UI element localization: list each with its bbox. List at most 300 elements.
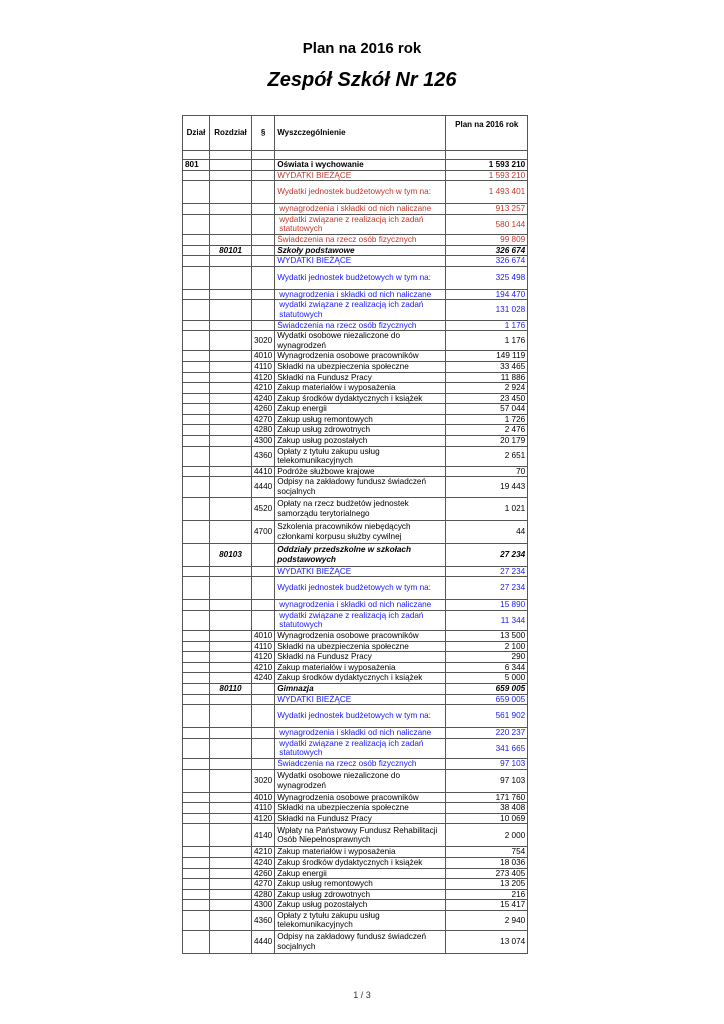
cell-dzial <box>183 931 210 954</box>
cell-dzial <box>183 404 210 415</box>
cell-kwota: 216 <box>446 889 528 900</box>
table-row <box>183 728 528 739</box>
cell-dzial <box>183 879 210 890</box>
cell-rozdzial <box>210 641 252 652</box>
cell-kwota: 2 940 <box>446 910 528 930</box>
cell-rozdzial <box>210 847 252 858</box>
cell-dzial <box>183 600 210 611</box>
cell-kwota: 70 <box>446 466 528 477</box>
cell-paragraf <box>252 600 275 611</box>
cell-paragraf: 4360 <box>252 910 275 930</box>
cell-opis: Wydatki osobowe niezaliczone do wynagrodzeń <box>275 769 446 792</box>
cell-rozdzial <box>210 792 252 803</box>
budget-table <box>182 115 528 954</box>
cell-paragraf: 4260 <box>252 404 275 415</box>
table-row <box>183 803 528 814</box>
cell-rozdzial: 80110 <box>210 683 252 694</box>
table-row <box>183 813 528 824</box>
cell-kwota: 15 890 <box>446 600 528 611</box>
cell-kwota: 341 665 <box>446 738 528 758</box>
cell-rozdzial <box>210 160 252 171</box>
institution-name: Zespół Szkół Nr 126 <box>267 69 457 91</box>
table-row <box>183 446 528 466</box>
cell-opis: Wynagrodzenia osobowe pracowników <box>275 631 446 642</box>
cell-rozdzial <box>210 289 252 300</box>
table-row <box>183 245 528 256</box>
cell-opis: Zakup energii <box>275 404 446 415</box>
table-row <box>183 847 528 858</box>
cell-kwota: 326 674 <box>446 245 528 256</box>
cell-dzial <box>183 300 210 320</box>
table-row <box>183 705 528 728</box>
table-row <box>183 520 528 543</box>
cell-dzial <box>183 868 210 879</box>
cell-dzial <box>183 245 210 256</box>
table-row <box>183 361 528 372</box>
cell-paragraf <box>252 320 275 331</box>
header-kwota: Plan na 2016 rok <box>446 116 528 151</box>
cell-paragraf <box>252 245 275 256</box>
table-row <box>183 181 528 204</box>
cell-paragraf <box>252 577 275 600</box>
cell-rozdzial <box>210 256 252 267</box>
cell-paragraf: 4010 <box>252 792 275 803</box>
cell-rozdzial <box>210 813 252 824</box>
cell-opis: Składki na Fundusz Pracy <box>275 652 446 663</box>
table-row <box>183 824 528 847</box>
cell-rozdzial <box>210 824 252 847</box>
cell-rozdzial <box>210 383 252 394</box>
cell-kwota: 13 205 <box>446 879 528 890</box>
cell-rozdzial <box>210 738 252 758</box>
cell-kwota: 273 405 <box>446 868 528 879</box>
cell-opis: Zakup środków dydaktycznych i książek <box>275 857 446 868</box>
cell-opis: Opłaty z tytułu zakupu usług telekomunikacyjnych <box>275 446 446 466</box>
cell-kwota: 131 028 <box>446 300 528 320</box>
cell-rozdzial <box>210 577 252 600</box>
cell-paragraf: 4270 <box>252 414 275 425</box>
cell-rozdzial <box>210 631 252 642</box>
cell-dzial <box>183 170 210 181</box>
cell-opis: Gimnazja <box>275 683 446 694</box>
table-row <box>183 673 528 684</box>
table-row <box>183 738 528 758</box>
cell-opis: Zakup usług remontowych <box>275 414 446 425</box>
cell-kwota: 325 498 <box>446 266 528 289</box>
cell-dzial <box>183 758 210 769</box>
cell-paragraf: 4520 <box>252 497 275 520</box>
cell-kwota: 19 443 <box>446 477 528 497</box>
cell-rozdzial <box>210 868 252 879</box>
cell-kwota: 194 470 <box>446 289 528 300</box>
cell-opis: Wydatki jednostek budżetowych w tym na: <box>275 705 446 728</box>
table-row <box>183 414 528 425</box>
cell-rozdzial <box>210 214 252 234</box>
cell-rozdzial <box>210 477 252 497</box>
header-dzial: Dział <box>183 116 210 151</box>
cell-kwota: 220 237 <box>446 728 528 739</box>
cell-rozdzial <box>210 566 252 577</box>
cell-opis: Zakup środków dydaktycznych i książek <box>275 673 446 684</box>
cell-opis: wydatki związane z realizacją ich zadań statutowych <box>275 300 446 320</box>
cell-opis: wynagrodzenia i składki od nich naliczane <box>275 289 446 300</box>
cell-paragraf <box>252 170 275 181</box>
table-row <box>183 204 528 215</box>
cell-dzial <box>183 610 210 630</box>
cell-paragraf: 4240 <box>252 673 275 684</box>
cell-dzial <box>183 577 210 600</box>
table-row <box>183 683 528 694</box>
cell-dzial <box>183 662 210 673</box>
cell-dzial <box>183 214 210 234</box>
table-row <box>183 300 528 320</box>
cell-rozdzial <box>210 393 252 404</box>
cell-rozdzial <box>210 266 252 289</box>
cell-opis: Składki na Fundusz Pracy <box>275 813 446 824</box>
table-row <box>183 879 528 890</box>
cell-dzial <box>183 792 210 803</box>
cell-rozdzial <box>210 331 252 351</box>
cell-rozdzial <box>210 694 252 705</box>
cell-kwota: 2 000 <box>446 824 528 847</box>
cell-kwota: 57 044 <box>446 404 528 415</box>
cell-kwota: 23 450 <box>446 393 528 404</box>
table-row <box>183 577 528 600</box>
cell-kwota: 38 408 <box>446 803 528 814</box>
table-row <box>183 857 528 868</box>
table-row <box>183 436 528 447</box>
cell-opis: WYDATKI BIEŻĄCE <box>275 566 446 577</box>
cell-paragraf <box>252 728 275 739</box>
cell-paragraf: 4210 <box>252 847 275 858</box>
cell-kwota <box>446 151 528 160</box>
cell-opis: Zakup usług zdrowotnych <box>275 425 446 436</box>
cell-dzial <box>183 266 210 289</box>
cell-opis: WYDATKI BIEŻĄCE <box>275 694 446 705</box>
cell-dzial <box>183 351 210 362</box>
cell-paragraf: 4120 <box>252 813 275 824</box>
table-row <box>183 383 528 394</box>
cell-paragraf <box>252 181 275 204</box>
table-row <box>183 372 528 383</box>
cell-kwota: 1 176 <box>446 331 528 351</box>
cell-paragraf: 4300 <box>252 900 275 911</box>
cell-rozdzial <box>210 466 252 477</box>
cell-kwota: 99 809 <box>446 234 528 245</box>
cell-opis: Wydatki jednostek budżetowych w tym na: <box>275 266 446 289</box>
cell-rozdzial <box>210 181 252 204</box>
table-row <box>183 170 528 181</box>
cell-opis: Składki na ubezpieczenia społeczne <box>275 361 446 372</box>
cell-opis: WYDATKI BIEŻĄCE <box>275 256 446 267</box>
cell-dzial <box>183 631 210 642</box>
cell-rozdzial: 80103 <box>210 543 252 566</box>
cell-rozdzial <box>210 879 252 890</box>
cell-dzial <box>183 393 210 404</box>
cell-opis: Wpłaty na Państwowy Fundusz Rehabilitacji Osób Niepełnosprawnych <box>275 824 446 847</box>
cell-kwota: 659 005 <box>446 683 528 694</box>
cell-paragraf <box>252 543 275 566</box>
page-number: 1 / 3 <box>353 990 371 1000</box>
table-row <box>183 266 528 289</box>
cell-kwota: 326 674 <box>446 256 528 267</box>
cell-opis: wydatki związane z realizacją ich zadań statutowych <box>275 610 446 630</box>
cell-opis: Zakup materiałów i wyposażenia <box>275 662 446 673</box>
cell-opis: wydatki związane z realizacją ich zadań statutowych <box>275 214 446 234</box>
cell-rozdzial <box>210 404 252 415</box>
cell-paragraf: 4360 <box>252 446 275 466</box>
cell-kwota: 18 036 <box>446 857 528 868</box>
cell-paragraf: 4440 <box>252 931 275 954</box>
cell-dzial <box>183 477 210 497</box>
cell-paragraf: 3020 <box>252 331 275 351</box>
cell-paragraf: 4240 <box>252 857 275 868</box>
cell-rozdzial <box>210 758 252 769</box>
cell-paragraf <box>252 738 275 758</box>
table-row <box>183 889 528 900</box>
cell-paragraf: 4110 <box>252 641 275 652</box>
cell-dzial <box>183 466 210 477</box>
cell-paragraf: 4010 <box>252 351 275 362</box>
cell-rozdzial <box>210 361 252 372</box>
cell-paragraf: 4110 <box>252 361 275 372</box>
cell-paragraf <box>252 566 275 577</box>
header-rozdzial: Rozdział <box>210 116 252 151</box>
cell-dzial <box>183 151 210 160</box>
cell-paragraf <box>252 151 275 160</box>
cell-kwota: 33 465 <box>446 361 528 372</box>
cell-rozdzial <box>210 600 252 611</box>
cell-paragraf: 4300 <box>252 436 275 447</box>
cell-rozdzial <box>210 204 252 215</box>
table-row <box>183 497 528 520</box>
table-row <box>183 160 528 171</box>
cell-dzial <box>183 320 210 331</box>
table-row <box>183 566 528 577</box>
cell-paragraf: 4120 <box>252 372 275 383</box>
cell-dzial <box>183 813 210 824</box>
cell-rozdzial <box>210 300 252 320</box>
header-opis: Wyszczególnienie <box>275 116 446 151</box>
cell-dzial <box>183 803 210 814</box>
cell-dzial <box>183 256 210 267</box>
cell-kwota: 2 100 <box>446 641 528 652</box>
cell-kwota: 27 234 <box>446 566 528 577</box>
table-row <box>183 610 528 630</box>
cell-kwota: 1 493 401 <box>446 181 528 204</box>
cell-opis: Składki na Fundusz Pracy <box>275 372 446 383</box>
cell-dzial <box>183 361 210 372</box>
cell-paragraf <box>252 694 275 705</box>
cell-opis: wydatki związane z realizacją ich zadań statutowych <box>275 738 446 758</box>
table-row <box>183 320 528 331</box>
cell-opis: Zakup usług zdrowotnych <box>275 889 446 900</box>
cell-kwota: 10 069 <box>446 813 528 824</box>
cell-kwota: 1 021 <box>446 497 528 520</box>
cell-paragraf: 4700 <box>252 520 275 543</box>
cell-dzial <box>183 641 210 652</box>
cell-kwota: 659 005 <box>446 694 528 705</box>
cell-kwota: 1 593 210 <box>446 170 528 181</box>
cell-kwota: 5 000 <box>446 673 528 684</box>
cell-kwota: 290 <box>446 652 528 663</box>
cell-opis: Zakup materiałów i wyposażenia <box>275 383 446 394</box>
cell-opis: Odpisy na zakładowy fundusz świadczeń socjalnych <box>275 931 446 954</box>
cell-paragraf: 4270 <box>252 879 275 890</box>
cell-kwota: 2 476 <box>446 425 528 436</box>
cell-opis: Zakup usług pozostałych <box>275 900 446 911</box>
cell-paragraf <box>252 610 275 630</box>
table-row <box>183 543 528 566</box>
table-row <box>183 900 528 911</box>
table-row <box>183 466 528 477</box>
cell-paragraf: 4260 <box>252 868 275 879</box>
cell-rozdzial <box>210 652 252 663</box>
cell-dzial <box>183 769 210 792</box>
table-row <box>183 151 528 160</box>
cell-paragraf <box>252 234 275 245</box>
cell-dzial <box>183 694 210 705</box>
cell-opis <box>275 151 446 160</box>
cell-opis: Opłaty z tytułu zakupu usług telekomunikacyjnych <box>275 910 446 930</box>
cell-rozdzial <box>210 372 252 383</box>
cell-dzial <box>183 497 210 520</box>
cell-rozdzial <box>210 497 252 520</box>
cell-dzial <box>183 705 210 728</box>
cell-dzial <box>183 425 210 436</box>
cell-rozdzial <box>210 900 252 911</box>
table-row <box>183 477 528 497</box>
table-row <box>183 425 528 436</box>
cell-kwota: 2 651 <box>446 446 528 466</box>
cell-rozdzial <box>210 520 252 543</box>
table-row <box>183 631 528 642</box>
cell-kwota: 1 726 <box>446 414 528 425</box>
cell-opis: Składki na ubezpieczenia społeczne <box>275 803 446 814</box>
cell-paragraf: 4410 <box>252 466 275 477</box>
cell-rozdzial <box>210 436 252 447</box>
cell-paragraf <box>252 758 275 769</box>
cell-rozdzial <box>210 320 252 331</box>
table-row <box>183 331 528 351</box>
cell-paragraf <box>252 160 275 171</box>
cell-kwota: 27 234 <box>446 577 528 600</box>
cell-dzial <box>183 652 210 663</box>
table-row <box>183 234 528 245</box>
table-row <box>183 910 528 930</box>
cell-kwota: 1 593 210 <box>446 160 528 171</box>
cell-opis: Opłaty na rzecz budżetów jednostek samorządu terytorialnego <box>275 497 446 520</box>
cell-paragraf: 4110 <box>252 803 275 814</box>
cell-opis: Zakup materiałów i wyposażenia <box>275 847 446 858</box>
cell-opis: Świadczenia na rzecz osób fizycznych <box>275 758 446 769</box>
cell-opis: Szkoły podstawowe <box>275 245 446 256</box>
cell-dzial <box>183 372 210 383</box>
cell-opis: Składki na ubezpieczenia społeczne <box>275 641 446 652</box>
cell-rozdzial <box>210 705 252 728</box>
cell-rozdzial <box>210 662 252 673</box>
cell-paragraf: 4280 <box>252 889 275 900</box>
cell-dzial <box>183 824 210 847</box>
cell-paragraf <box>252 705 275 728</box>
cell-dzial <box>183 543 210 566</box>
table-row <box>183 792 528 803</box>
cell-rozdzial <box>210 889 252 900</box>
cell-paragraf <box>252 266 275 289</box>
cell-kwota: 580 144 <box>446 214 528 234</box>
cell-rozdzial <box>210 234 252 245</box>
cell-rozdzial <box>210 910 252 930</box>
cell-dzial <box>183 289 210 300</box>
table-row <box>183 214 528 234</box>
table-row <box>183 769 528 792</box>
table-row <box>183 694 528 705</box>
table-row <box>183 931 528 954</box>
cell-rozdzial <box>210 170 252 181</box>
cell-kwota: 11 344 <box>446 610 528 630</box>
cell-kwota: 2 924 <box>446 383 528 394</box>
table-row <box>183 641 528 652</box>
cell-kwota: 20 179 <box>446 436 528 447</box>
cell-dzial <box>183 566 210 577</box>
cell-dzial <box>183 383 210 394</box>
cell-opis: wynagrodzenia i składki od nich naliczane <box>275 728 446 739</box>
cell-paragraf: 4210 <box>252 383 275 394</box>
cell-opis: Oddziały przedszkolne w szkołach podstawowych <box>275 543 446 566</box>
cell-dzial <box>183 414 210 425</box>
cell-rozdzial <box>210 931 252 954</box>
cell-kwota: 561 902 <box>446 705 528 728</box>
table-row <box>183 256 528 267</box>
cell-rozdzial <box>210 769 252 792</box>
cell-dzial <box>183 673 210 684</box>
table-header-row <box>183 116 528 151</box>
cell-dzial <box>183 738 210 758</box>
cell-kwota: 27 234 <box>446 543 528 566</box>
table-row <box>183 652 528 663</box>
table-body <box>183 151 528 954</box>
cell-dzial <box>183 847 210 858</box>
cell-paragraf: 4440 <box>252 477 275 497</box>
cell-dzial <box>183 520 210 543</box>
cell-opis: Wynagrodzenia osobowe pracowników <box>275 792 446 803</box>
cell-rozdzial <box>210 610 252 630</box>
cell-dzial <box>183 446 210 466</box>
cell-kwota: 15 417 <box>446 900 528 911</box>
cell-opis: Szkolenia pracowników niebędących członkami korpusu służby cywilnej <box>275 520 446 543</box>
cell-kwota: 149 119 <box>446 351 528 362</box>
cell-dzial <box>183 683 210 694</box>
header-paragraf: § <box>252 116 275 151</box>
cell-opis: Świadczenia na rzecz osób fizycznych <box>275 320 446 331</box>
cell-rozdzial <box>210 857 252 868</box>
table-row <box>183 868 528 879</box>
cell-paragraf <box>252 256 275 267</box>
cell-paragraf <box>252 214 275 234</box>
cell-rozdzial <box>210 728 252 739</box>
cell-paragraf: 4010 <box>252 631 275 642</box>
cell-opis: Wynagrodzenia osobowe pracowników <box>275 351 446 362</box>
cell-rozdzial <box>210 425 252 436</box>
cell-kwota: 1 176 <box>446 320 528 331</box>
cell-opis: Oświata i wychowanie <box>275 160 446 171</box>
cell-rozdzial <box>210 351 252 362</box>
cell-dzial: 801 <box>183 160 210 171</box>
cell-opis: Zakup środków dydaktycznych i książek <box>275 393 446 404</box>
cell-opis: Wydatki jednostek budżetowych w tym na: <box>275 577 446 600</box>
cell-paragraf <box>252 289 275 300</box>
cell-dzial <box>183 436 210 447</box>
